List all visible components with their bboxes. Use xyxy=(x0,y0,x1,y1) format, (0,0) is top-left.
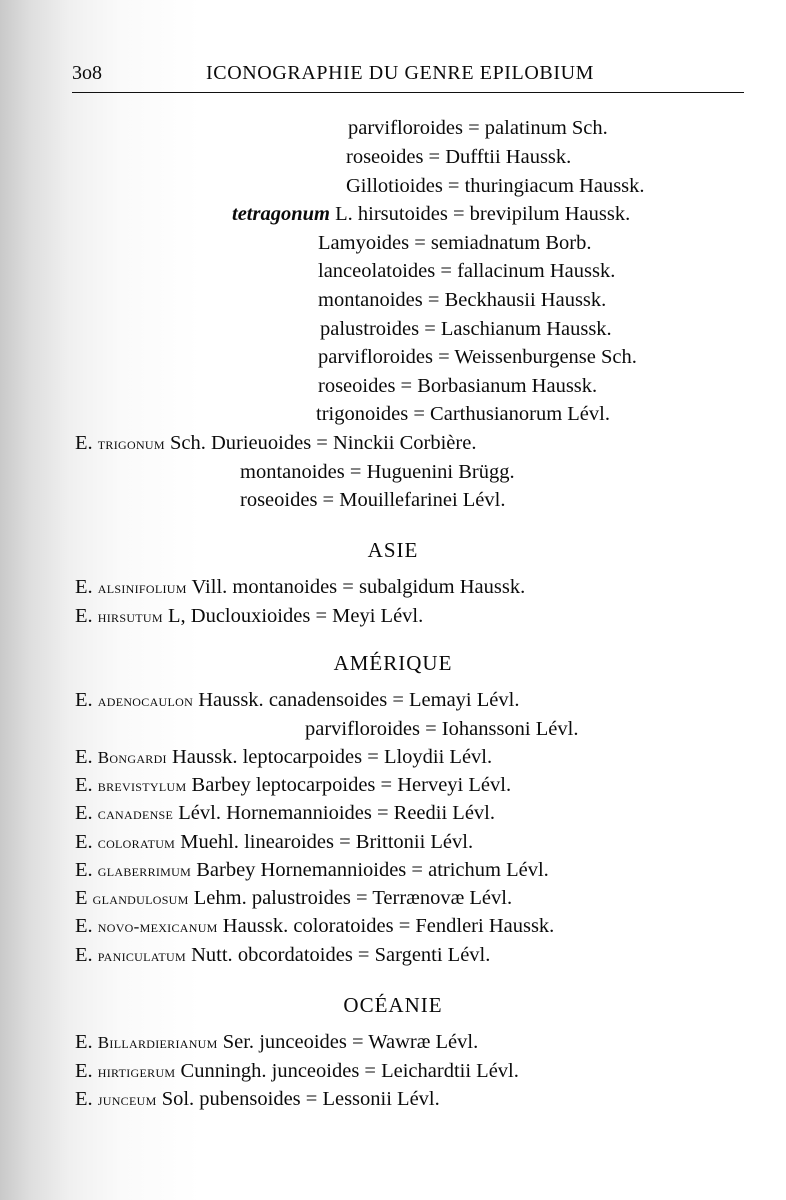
section-heading-oceanie: OCÉANIE xyxy=(343,993,443,1017)
species-author: Cunningh. xyxy=(175,1060,272,1082)
list-item: parvifloroides = Weissenburgense Sch. xyxy=(318,346,637,368)
genus-abbrev: E. xyxy=(75,802,98,824)
list-item: Gillotioides = thuringiacum Haussk. xyxy=(346,175,645,197)
list-item: E. novo-mexicanum Haussk. coloratoides = Fendleri Haussk. xyxy=(75,915,555,937)
genus-abbrev: E. xyxy=(75,1060,98,1082)
list-item: E. Bongardi Haussk. leptocarpoides = Lloydii Lévl. xyxy=(75,746,493,768)
genus-abbrev: E. xyxy=(75,746,98,768)
genus-abbrev: E. xyxy=(75,689,98,711)
section-heading-asie: ASIE xyxy=(367,538,419,562)
species-name: glaberrimum xyxy=(97,861,192,880)
list-item: E. hirtigerum Cunningh. junceoides = Leichardtii Lévl. xyxy=(75,1060,519,1082)
species-name: coloratum xyxy=(97,833,176,852)
species-name: canadense xyxy=(97,804,174,823)
genus-abbrev: E. xyxy=(75,1088,98,1110)
list-item: E. glaberrimum Barbey Hornemannioides = atrichum Lévl. xyxy=(75,859,549,881)
species-author: Vill. xyxy=(186,576,233,598)
species-author: Nutt. xyxy=(185,944,238,966)
list-item: roseoides = Mouillefarinei Lévl. xyxy=(240,489,506,511)
species-name: Billardierianum xyxy=(97,1033,218,1052)
genus-abbrev: E. xyxy=(75,944,98,966)
species-name: novo-mexicanum xyxy=(97,917,218,936)
species-author: Lévl. xyxy=(173,802,227,824)
species-name: tetragonum xyxy=(232,203,330,225)
species-name: hirsutum xyxy=(97,607,163,626)
species-name: brevistylum xyxy=(97,776,187,795)
list-item: parvifloroides = palatinum Sch. xyxy=(348,117,608,139)
list-item: E. adenocaulon Haussk. canadensoides = Lemayi Lévl. xyxy=(75,689,520,711)
species-author: L. xyxy=(329,203,358,225)
list-item: montanoides = Huguenini Brügg. xyxy=(240,461,515,483)
list-item: E. brevistylum Barbey leptocarpoides = Herveyi Lévl. xyxy=(75,774,512,796)
list-item: tetragonum L. hirsutoides = brevipilum Haussk. xyxy=(232,203,631,225)
species-author: Barbey xyxy=(191,859,261,881)
species-name: trigonum xyxy=(97,434,165,453)
page-number: 3o8 xyxy=(72,62,102,84)
list-item: E glandulosum Lehm. palustroides = Terrænovæ Lévl. xyxy=(75,887,513,909)
list-item: E. junceum Sol. pubensoides = Lessonii Lévl. xyxy=(75,1088,440,1110)
list-item: Lamyoides = semiadnatum Borb. xyxy=(318,232,592,254)
running-title: ICONOGRAPHIE DU GENRE EPILOBIUM xyxy=(206,62,595,84)
list-item: roseoides = Borbasianum Haussk. xyxy=(318,375,598,397)
genus-abbrev: E. xyxy=(75,605,98,627)
list-item: E. paniculatum Nutt. obcordatoides = Sargenti Lévl. xyxy=(75,944,491,966)
species-author: L, xyxy=(162,605,191,627)
list-item: E. hirsutum L, Duclouxioides = Meyi Lévl. xyxy=(75,605,424,627)
species-author: Barbey xyxy=(186,774,256,796)
section-heading-amerique: AMÉRIQUE xyxy=(333,651,453,675)
list-item: E. Billardierianum Ser. junceoides = Wawræ Lévl. xyxy=(75,1031,479,1053)
species-author: Ser. xyxy=(217,1031,260,1053)
species-name: alsinifolium xyxy=(97,578,187,597)
species-author: Muehl. xyxy=(175,831,245,853)
species-name: adenocaulon xyxy=(97,691,194,710)
list-item: E. canadense Lévl. Hornemannioides = Reedii Lévl. xyxy=(75,802,495,824)
page-header xyxy=(72,58,744,93)
list-item: E. coloratum Muehl. linearoides = Brittonii Lévl. xyxy=(75,831,474,853)
list-item: palustroides = Laschianum Haussk. xyxy=(320,318,612,340)
list-item: trigonoides = Carthusianorum Lévl. xyxy=(316,403,610,425)
species-author: Haussk. xyxy=(166,746,243,768)
species-name: glandulosum xyxy=(92,889,189,908)
species-author: Lehm. xyxy=(188,887,252,909)
genus-abbrev: E xyxy=(75,887,93,909)
species-name: hirtigerum xyxy=(97,1062,176,1081)
species-name: junceum xyxy=(97,1090,157,1109)
list-item: E. alsinifolium Vill. montanoides = subalgidum Haussk. xyxy=(75,576,526,598)
list-item: roseoides = Dufftii Haussk. xyxy=(346,146,572,168)
genus-abbrev: E. xyxy=(75,915,98,937)
species-author: Sch. xyxy=(164,432,211,454)
species-author: Haussk. xyxy=(217,915,294,937)
genus-abbrev: E. xyxy=(75,1031,98,1053)
genus-abbrev: E. xyxy=(75,859,98,881)
genus-abbrev: E. xyxy=(75,831,98,853)
genus-abbrev: E. xyxy=(75,576,98,598)
list-item: lanceolatoides = fallacinum Haussk. xyxy=(318,260,616,282)
genus-abbrev: E. xyxy=(75,432,98,454)
species-name: Bongardi xyxy=(97,748,167,767)
list-item: parvifloroides = Iohanssoni Lévl. xyxy=(305,718,579,740)
species-author: Haussk. xyxy=(193,689,269,711)
genus-abbrev: E. xyxy=(75,774,98,796)
species-name: paniculatum xyxy=(97,946,186,965)
list-item: E. trigonum Sch. Durieuoides = Ninckii Corbière. xyxy=(75,432,477,454)
species-author: Sol. xyxy=(156,1088,200,1110)
list-item: montanoides = Beckhausii Haussk. xyxy=(318,289,607,311)
